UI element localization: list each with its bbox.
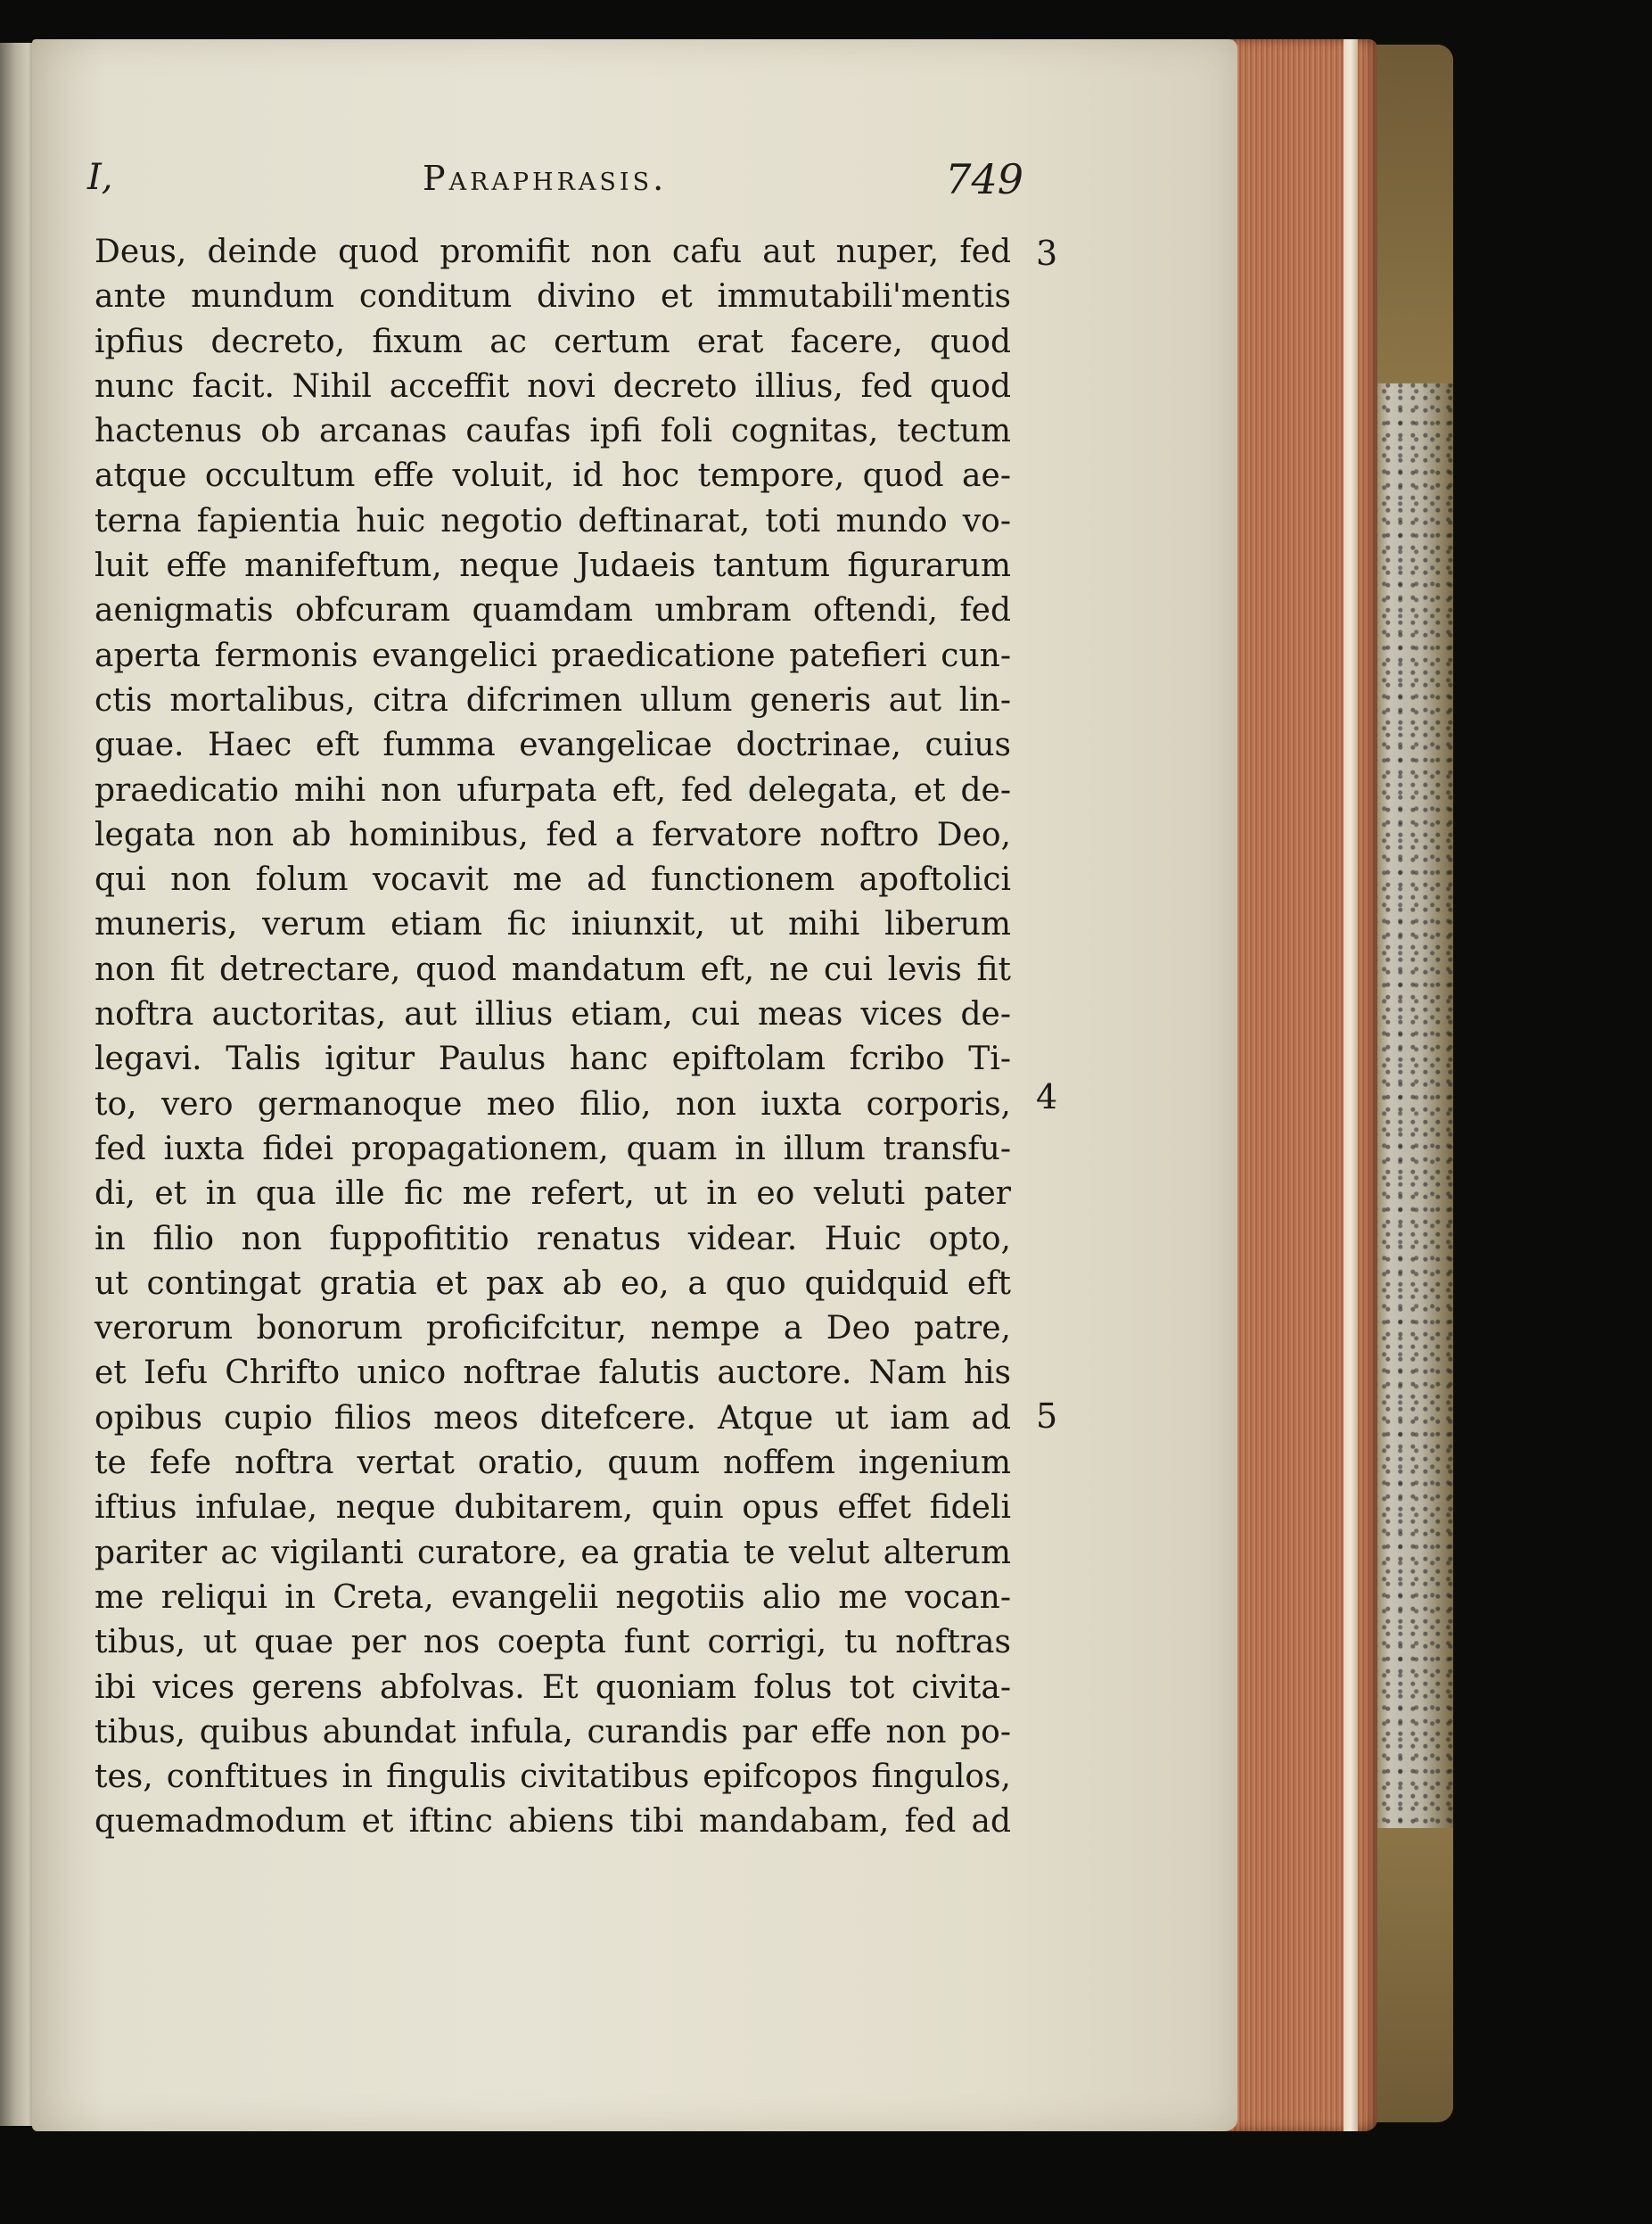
text-line: hactenus ob arcanas caufas ipfi foli cognitas, tectum <box>95 413 1011 450</box>
text-line: ut contingat gratia et pax ab eo, a quo quidquid eft <box>95 1264 1011 1302</box>
text-line: ipfius decreto, fixum ac certum erat facere, quod <box>95 323 1011 360</box>
text-line: pariter ac vigilanti curatore, ea gratia te velut alterum <box>95 1534 1011 1571</box>
text-line: fed iuxta fidei propagationem, quam in illum transfu- <box>95 1130 1011 1167</box>
text-line: atque occultum effe voluit, id hoc tempore, quod ae- <box>95 457 1011 495</box>
book-cover-board <box>1373 45 1453 2122</box>
text-line: luit effe manifeftum, neque Judaeis tantum figurarum <box>95 548 1011 585</box>
signature-mark: I, <box>87 157 113 198</box>
text-line: muneris, verum etiam fic iniunxit, ut mihi liberum <box>95 906 1011 943</box>
text-line: aenigmatis obfcuram quamdam umbram oftendi, fed <box>95 592 1011 630</box>
page-number: 749 <box>945 155 1023 203</box>
text-line: tibus, ut quae per nos coepta funt corrigi, tu noftras <box>95 1624 1011 1661</box>
text-line: to, vero germanoque meo filio, non iuxta corporis, <box>95 1085 1011 1123</box>
text-line: verorum bonorum proficifcitur, nempe a Deo patre, <box>95 1310 1011 1347</box>
body-text <box>95 230 1011 1845</box>
verse-number: 4 <box>1036 1077 1058 1116</box>
text-line: aperta fermonis evangelici praedicatione patefieri cun- <box>95 637 1011 674</box>
text-line: noftra auctoritas, aut illius etiam, cui meas vices de- <box>95 996 1011 1034</box>
text-line: me reliqui in Creta, evangelii negotiis alio me vocan- <box>95 1578 1011 1616</box>
text-line: iftius infulae, neque dubitarem, quin opus effet fideli <box>95 1489 1011 1527</box>
verse-number: 3 <box>1036 234 1058 273</box>
text-line: di, et in qua ille fic me refert, ut in eo veluti pater <box>95 1175 1011 1213</box>
verse-number: 5 <box>1036 1396 1058 1436</box>
text-line: quemadmodum et iftinc abiens tibi mandabam, fed ad <box>95 1803 1011 1841</box>
text-line: et Iefu Chrifto unico noftrae falutis auctore. Nam his <box>95 1355 1011 1392</box>
text-line: non fit detrectare, quod mandatum eft, ne cui levis fit <box>95 951 1011 988</box>
text-line: opibus cupio filios meos ditefcere. Atque ut iam ad <box>95 1399 1011 1437</box>
running-title: Paraphrasis. <box>423 159 668 198</box>
red-page-edges <box>1226 39 1377 2131</box>
text-line: te fefe noftra vertat oratio, quum noffem ingenium <box>95 1445 1011 1482</box>
text-line: qui non folum vocavit me ad functionem apoftolici <box>95 861 1011 899</box>
text-line: tibus, quibus abundat infula, curandis par effe non po- <box>95 1713 1011 1750</box>
text-line: nunc facit. Nihil acceffit novi decreto illius, fed quod <box>95 367 1011 405</box>
running-header <box>87 153 1023 207</box>
text-line: tes, conftitues in fingulis civitatibus epifcopos fingulos, <box>95 1759 1011 1796</box>
text-line: legata non ab hominibus, fed a fervatore noftro Deo, <box>95 816 1011 853</box>
text-line: terna fapientia huic negotio deftinarat, toti mundo vo- <box>95 502 1011 540</box>
text-line: in filio non fuppofititio renatus videar. Huic opto, <box>95 1220 1011 1257</box>
text-line: ctis mortalibus, citra difcrimen ullum generis aut lin- <box>95 681 1011 719</box>
text-line: praedicatio mihi non ufurpata eft, fed delegata, et de- <box>95 771 1011 809</box>
text-line: Deus, deinde quod promifit non cafu aut nuper, fed <box>95 234 1011 270</box>
text-line: legavi. Talis igitur Paulus hanc epiftolam fcribo Ti- <box>95 1041 1011 1078</box>
text-line: ibi vices gerens abfolvas. Et quoniam folus tot civita- <box>95 1668 1011 1706</box>
text-line: ante mundum conditum divino et immutabili'mentis <box>95 278 1011 316</box>
text-line: guae. Haec eft fumma evangelicae doctrinae, cuius <box>95 727 1011 764</box>
